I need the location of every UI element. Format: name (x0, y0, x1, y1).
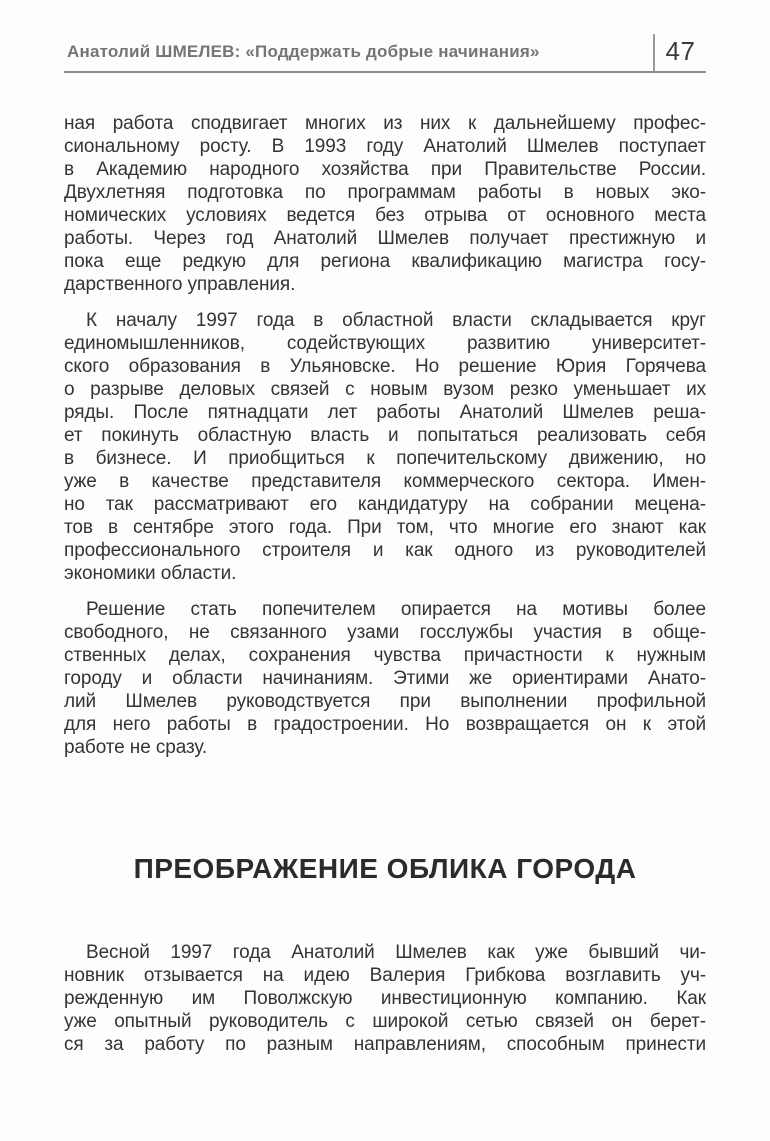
paragraph-line: сиональному росту. В 1993 году Анатолий Шмелев поступает (64, 136, 706, 157)
running-header (64, 34, 706, 73)
paragraph (64, 598, 706, 759)
paragraph-line: ряды. После пятнадцати лет работы Анатолий Шмелев реша- (64, 402, 706, 423)
paragraph-line: в Академию народного хозяйства при Правительстве России. (64, 159, 706, 180)
paragraph-line: дарственного управления. (64, 274, 296, 295)
paragraph-line: о разрыве деловых связей с новым вузом резко уменьшает их (64, 379, 706, 400)
paragraph-line: профессионального строителя и как одного из руководителей (64, 540, 706, 561)
page-number-cell (653, 34, 706, 71)
running-title: Анатолий ШМЕЛЕВ: «Поддержать добрые начинания» (67, 42, 540, 61)
page-content (64, 112, 706, 1056)
page-number: 47 (665, 36, 696, 66)
paragraph-line: но так рассматривают его кандидатуру на собрании мецена- (64, 494, 706, 515)
paragraph-line: единомышленников, содействующих развитию университет- (64, 333, 706, 354)
paragraph-line: работе не сразу. (64, 737, 208, 758)
paragraph-line: Решение стать попечителем опирается на мотивы более (86, 599, 706, 620)
paragraph-line: экономики области. (64, 563, 237, 584)
paragraph-line: городу и области начинаниям. Этими же ориентирами Анато- (64, 668, 706, 689)
paragraph-line: режденную им Поволжскую инвестиционную компанию. Как (64, 988, 706, 1009)
section-heading: ПРЕОБРАЖЕНИЕ ОБЛИКА ГОРОДА (133, 853, 637, 884)
paragraph (64, 112, 706, 296)
paragraph-line: работы. Через год Анатолий Шмелев получает престижную и (64, 228, 706, 249)
paragraph-line: для него работы в градостроении. Но возвращается он к этой (64, 714, 706, 735)
paragraph-line: уже в качестве представителя коммерческого сектора. Имен- (64, 471, 706, 492)
paragraph (64, 309, 706, 585)
paragraph-line: К началу 1997 года в областной власти складывается круг (86, 310, 706, 331)
paragraph (64, 941, 706, 1056)
paragraph-line: ственных делах, сохранения чувства причастности к нужным (64, 645, 706, 666)
paragraph-line: тов в сентябре этого года. При том, что многие его знают как (64, 517, 706, 538)
paragraph-line: ная работа сподвигает многих из них к дальнейшему профес- (64, 113, 706, 134)
paragraph-line: ся за работу по разным направлениям, способным принести (64, 1034, 706, 1055)
paragraph-line: уже опытный руководитель с широкой сетью связей он берет- (64, 1011, 706, 1032)
paragraph-line: новник отзывается на идею Валерия Грибкова возглавить уч- (64, 965, 706, 986)
paragraph-line: номических условиях ведется без отрыва от основного места (64, 205, 706, 226)
paragraph-line: ского образования в Ульяновске. Но решение Юрия Горячева (64, 356, 706, 377)
paragraph-line: в бизнесе. И приобщиться к попечительскому движению, но (64, 448, 706, 469)
paragraph-line: лий Шмелев руководствуется при выполнении профильной (64, 691, 706, 712)
paragraph-line: Весной 1997 года Анатолий Шмелев как уже бывший чи- (86, 942, 706, 963)
paragraphs-after (64, 941, 706, 1056)
paragraphs-before (64, 112, 706, 759)
paragraph-line: Двухлетняя подготовка по программам работы в новых эко- (64, 182, 706, 203)
paragraph-line: ет покинуть областную власть и попытаться реализовать себя (64, 425, 706, 446)
paragraph-line: пока еще редкую для региона квалификацию магистра госу- (64, 251, 706, 272)
paragraph-line: свободного, не связанного узами госслужбы участия в обще- (64, 622, 706, 643)
